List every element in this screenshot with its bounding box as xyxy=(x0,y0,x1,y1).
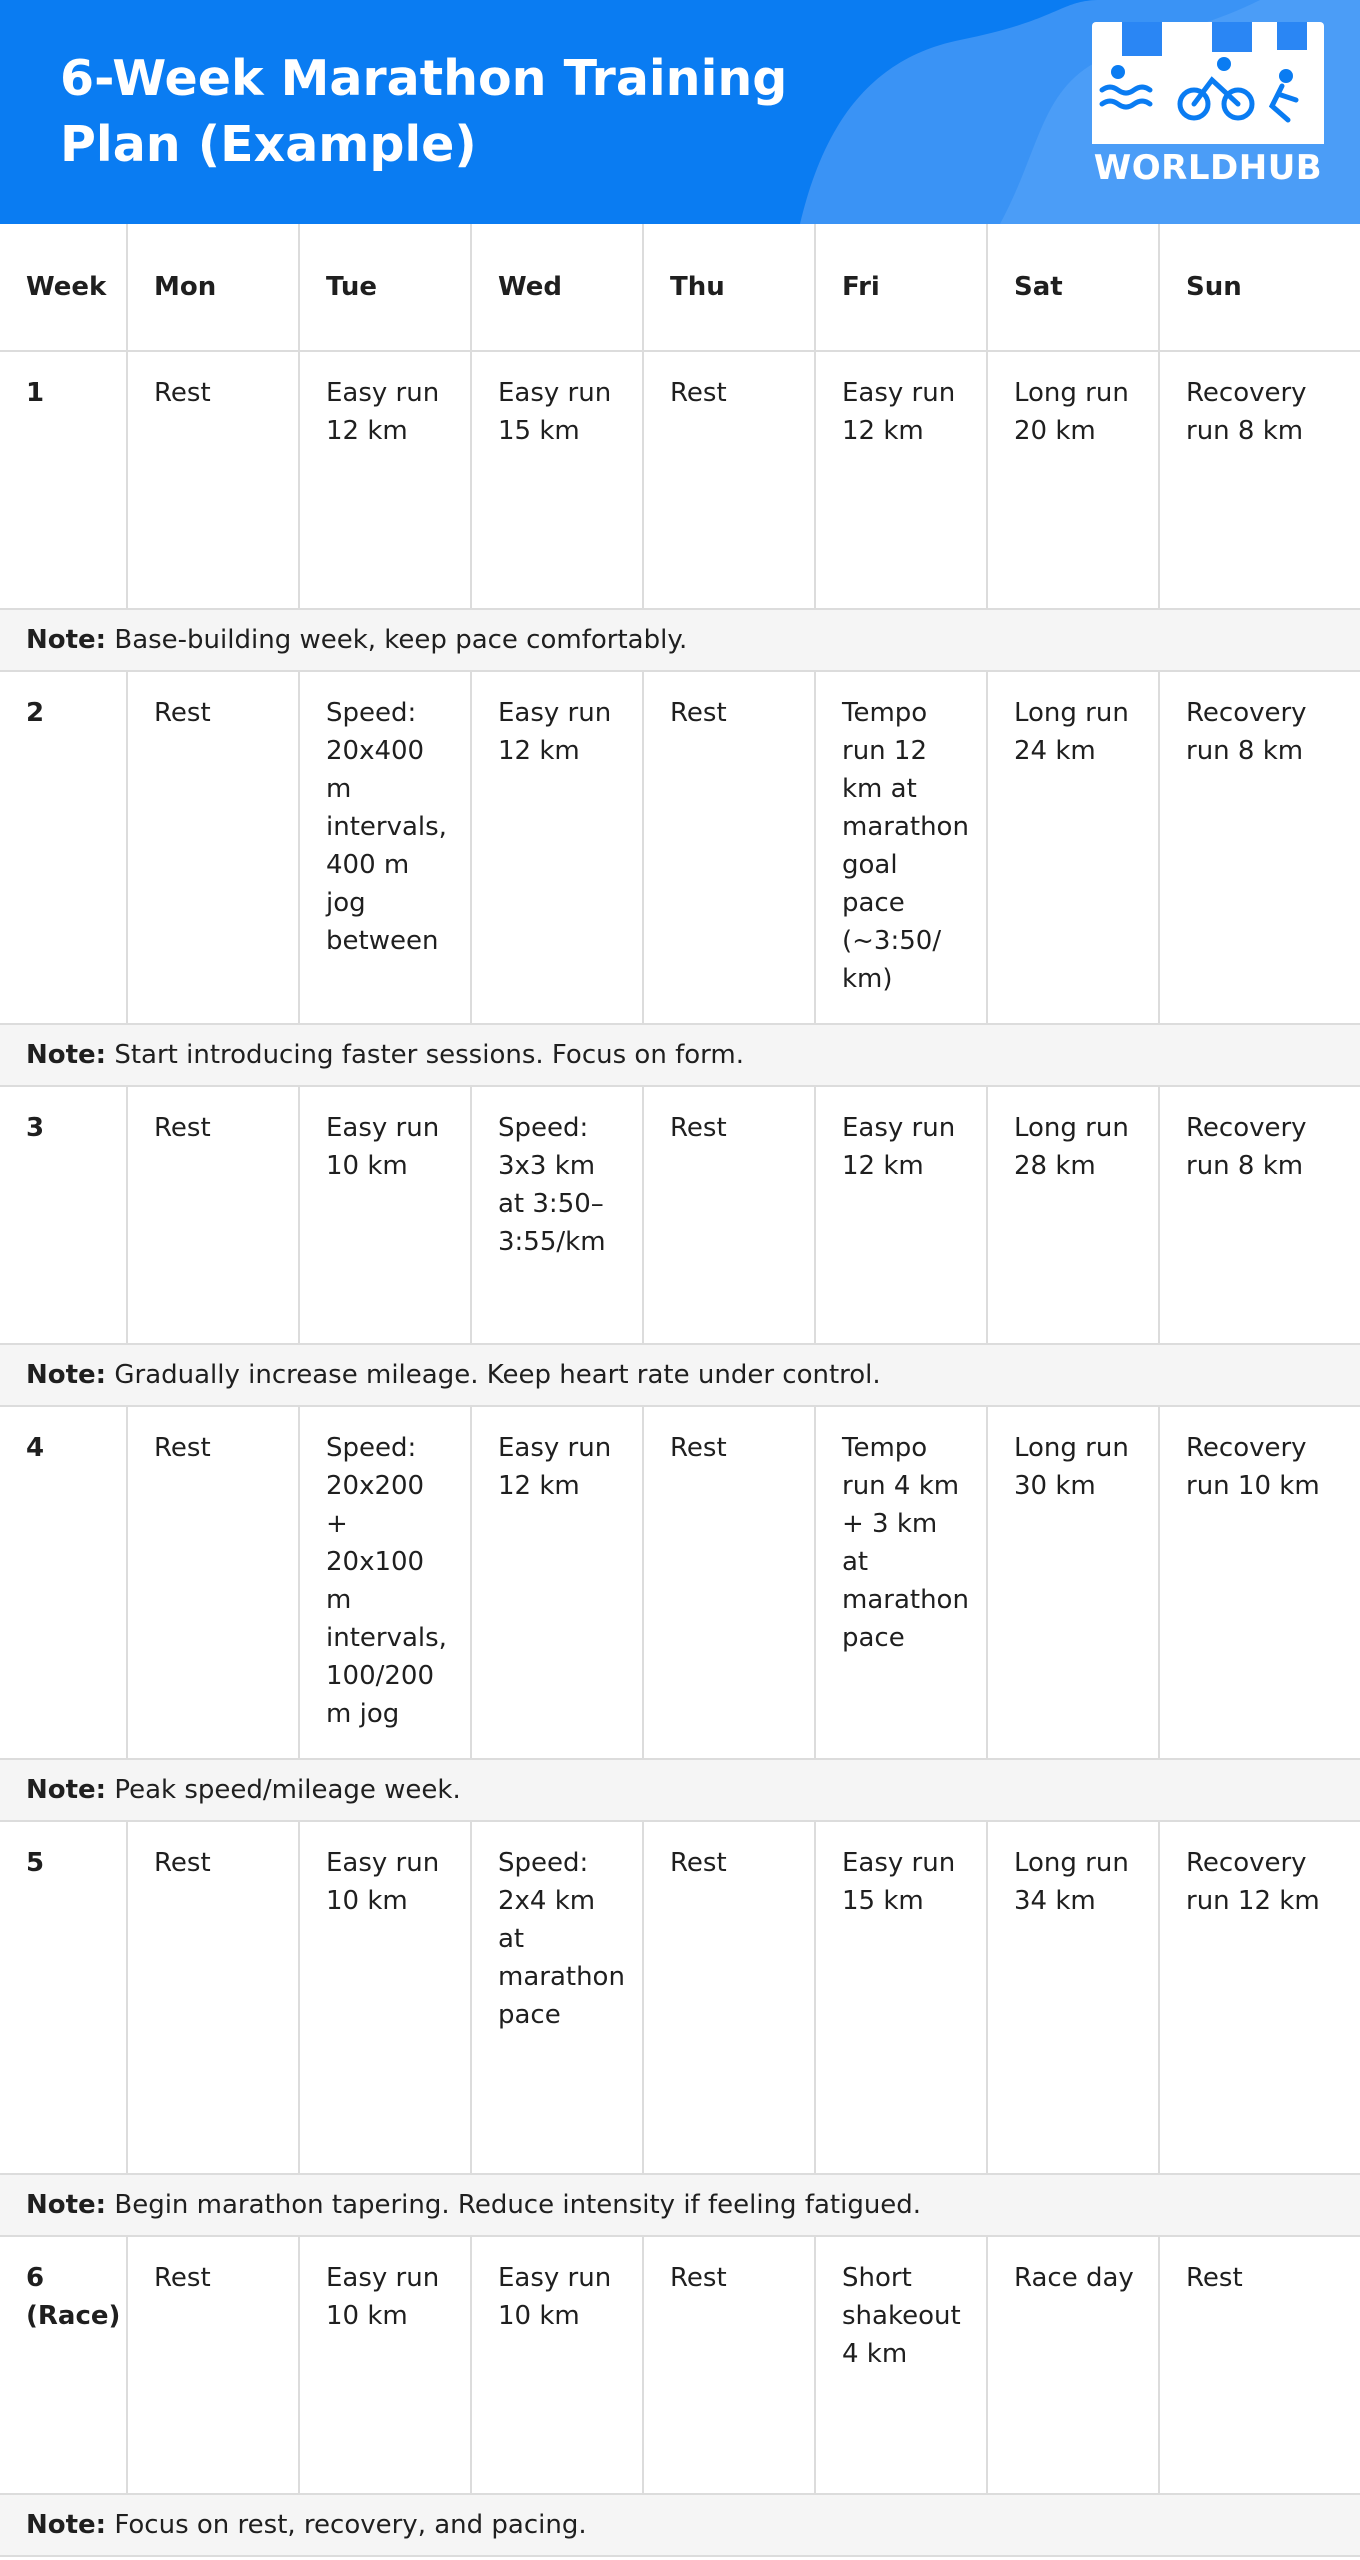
workout-cell-fri: Easy run 12 km xyxy=(815,1086,987,1344)
column-header-thu: Thu xyxy=(643,224,815,351)
week-number-cell: 5 xyxy=(0,1821,127,2174)
note-label: Note: xyxy=(26,1040,107,1070)
workout-cell-sat: Long run 30 km xyxy=(987,1406,1159,1759)
page-title: 6-Week Marathon Training Plan (Example) xyxy=(60,50,788,173)
week-note xyxy=(0,609,1360,671)
workout-cell-wed: Easy run 10 km xyxy=(471,2236,643,2494)
workout-cell-sun: Recovery run 8 km xyxy=(1159,671,1360,1024)
workout-cell-fri: Easy run 15 km xyxy=(815,1821,987,2174)
column-header-mon: Mon xyxy=(127,224,299,351)
page-header xyxy=(0,0,1360,224)
workout-cell-sun: Recovery run 10 km xyxy=(1159,1406,1360,1759)
week-row xyxy=(0,1821,1360,2174)
workout-cell-sun: Rest xyxy=(1159,2236,1360,2494)
note-text: Focus on rest, recovery, and pacing. xyxy=(114,2510,587,2540)
workout-cell-sat: Long run 28 km xyxy=(987,1086,1159,1344)
week-note-row xyxy=(0,1344,1360,1406)
week-row xyxy=(0,351,1360,609)
note-text: Gradually increase mileage. Keep heart rate under control. xyxy=(114,1360,881,1390)
workout-cell-sat: Long run 24 km xyxy=(987,671,1159,1024)
workout-cell-tue: Speed: 20x200 + 20x100 m intervals, 100/200 m jog xyxy=(299,1406,471,1759)
logo-wordmark: WORLDHUB xyxy=(1093,148,1323,188)
week-note xyxy=(0,1024,1360,1086)
workout-cell-wed: Easy run 12 km xyxy=(471,671,643,1024)
week-number-cell: 6 (Race) xyxy=(0,2236,127,2494)
week-number-cell: 4 xyxy=(0,1406,127,1759)
note-text: Start introducing faster sessions. Focus on form. xyxy=(114,1040,744,1070)
workout-cell-wed: Easy run 12 km xyxy=(471,1406,643,1759)
workout-cell-mon: Rest xyxy=(127,2236,299,2494)
brand-logo xyxy=(1092,20,1324,200)
workout-cell-fri: Easy run 12 km xyxy=(815,351,987,609)
workout-cell-thu: Rest xyxy=(643,1821,815,2174)
column-header-tue: Tue xyxy=(299,224,471,351)
workout-cell-sun: Recovery run 8 km xyxy=(1159,351,1360,609)
workout-cell-mon: Rest xyxy=(127,671,299,1024)
week-note-row xyxy=(0,609,1360,671)
triathlon-icon xyxy=(1092,20,1324,150)
column-header-sun: Sun xyxy=(1159,224,1360,351)
workout-cell-sun: Recovery run 8 km xyxy=(1159,1086,1360,1344)
workout-cell-tue: Speed: 20x400 m intervals, 400 m jog between xyxy=(299,671,471,1024)
week-note-row xyxy=(0,2494,1360,2556)
column-header-fri: Fri xyxy=(815,224,987,351)
table-header-row xyxy=(0,224,1360,351)
workout-cell-sat: Long run 34 km xyxy=(987,1821,1159,2174)
week-note-row xyxy=(0,2174,1360,2236)
note-text: Begin marathon tapering. Reduce intensity if feeling fatigued. xyxy=(114,2190,922,2220)
workout-cell-wed: Speed: 3x3 km at 3:50–3:55/km xyxy=(471,1086,643,1344)
note-text: Peak speed/mileage week. xyxy=(114,1775,461,1805)
column-header-week: Week xyxy=(0,224,127,351)
workout-cell-thu: Rest xyxy=(643,1406,815,1759)
workout-cell-mon: Rest xyxy=(127,351,299,609)
note-label: Note: xyxy=(26,1360,107,1390)
workout-cell-fri: Tempo run 4 km + 3 km at marathon pace xyxy=(815,1406,987,1759)
workout-cell-tue: Easy run 10 km xyxy=(299,1821,471,2174)
week-number-cell: 1 xyxy=(0,351,127,609)
workout-cell-thu: Rest xyxy=(643,351,815,609)
week-row xyxy=(0,671,1360,1024)
workout-cell-sat: Long run 20 km xyxy=(987,351,1159,609)
training-plan-table xyxy=(0,224,1360,2557)
note-text: Base-building week, keep pace comfortably. xyxy=(114,625,688,655)
workout-cell-thu: Rest xyxy=(643,2236,815,2494)
note-label: Note: xyxy=(26,2190,107,2220)
week-note-row xyxy=(0,1759,1360,1821)
note-label: Note: xyxy=(26,2510,107,2540)
week-note xyxy=(0,2174,1360,2236)
week-row xyxy=(0,1406,1360,1759)
workout-cell-mon: Rest xyxy=(127,1821,299,2174)
workout-cell-wed: Easy run 15 km xyxy=(471,351,643,609)
workout-cell-thu: Rest xyxy=(643,1086,815,1344)
workout-cell-wed: Speed: 2x4 km at marathon pace xyxy=(471,1821,643,2174)
week-note xyxy=(0,1759,1360,1821)
workout-cell-fri: Tempo run 12 km at marathon goal pace (~3:50/ km) xyxy=(815,671,987,1024)
week-number-cell: 3 xyxy=(0,1086,127,1344)
week-note-row xyxy=(0,1024,1360,1086)
workout-cell-fri: Short shakeout 4 km xyxy=(815,2236,987,2494)
workout-cell-thu: Rest xyxy=(643,671,815,1024)
workout-cell-tue: Easy run 10 km xyxy=(299,2236,471,2494)
workout-cell-sat: Race day xyxy=(987,2236,1159,2494)
workout-cell-mon: Rest xyxy=(127,1406,299,1759)
week-note xyxy=(0,2494,1360,2556)
workout-cell-tue: Easy run 10 km xyxy=(299,1086,471,1344)
week-row xyxy=(0,1086,1360,1344)
workout-cell-tue: Easy run 12 km xyxy=(299,351,471,609)
workout-cell-mon: Rest xyxy=(127,1086,299,1344)
week-number-cell: 2 xyxy=(0,671,127,1024)
column-header-wed: Wed xyxy=(471,224,643,351)
week-note xyxy=(0,1344,1360,1406)
note-label: Note: xyxy=(26,625,107,655)
workout-cell-sun: Recovery run 12 km xyxy=(1159,1821,1360,2174)
note-label: Note: xyxy=(26,1775,107,1805)
week-row xyxy=(0,2236,1360,2494)
column-header-sat: Sat xyxy=(987,224,1159,351)
